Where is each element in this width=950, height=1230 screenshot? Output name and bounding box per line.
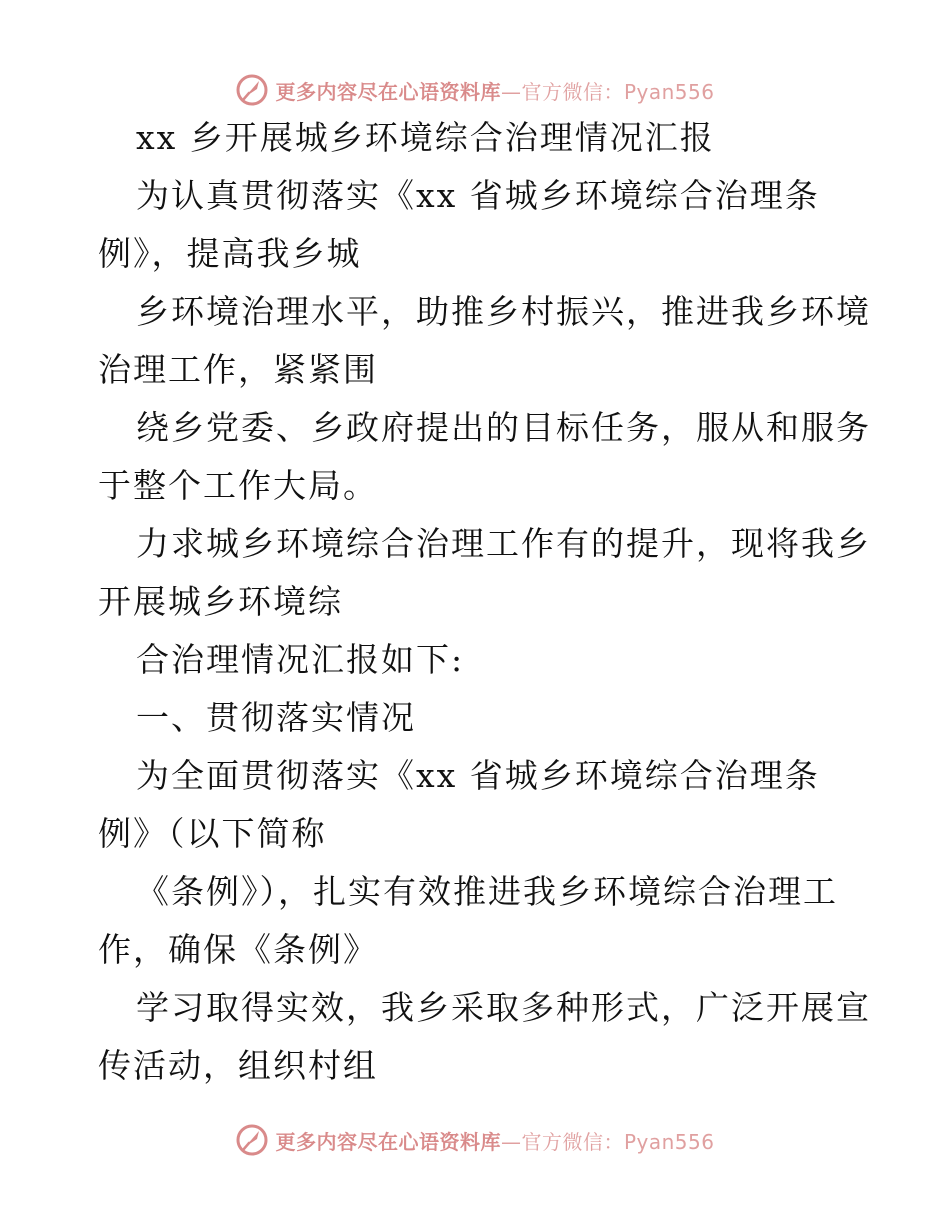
watermark-brand: 更多内容尽在心语资料库 <box>275 79 501 104</box>
text-line: 例》，提高我乡城 <box>98 234 362 273</box>
watermark-contact: 官方微信：Pyan556 <box>521 79 715 104</box>
section-heading: 一、贯彻落实情况 <box>136 698 416 737</box>
text-line: 合治理情况汇报如下: <box>136 640 465 679</box>
watermark-text <box>275 1126 714 1155</box>
watermark-footer <box>0 1120 950 1160</box>
watermark-header <box>0 70 950 110</box>
text-line: 开展城乡环境综 <box>98 582 343 621</box>
text-line: 传活动，组织村组 <box>98 1046 378 1085</box>
text-line: xx 乡开展城乡环境综合治理情况汇报 <box>136 118 715 157</box>
quill-logo-icon <box>235 73 269 107</box>
watermark-dash: — <box>500 79 522 104</box>
text-line: 作，确保《条例》 <box>98 930 378 969</box>
text-line: 于整个工作大局。 <box>98 466 378 505</box>
text-line: 乡环境治理水平，助推乡村振兴，推进我乡环境 <box>136 292 871 331</box>
watermark-dash: — <box>500 1129 522 1154</box>
text-line: 《条例》），扎实有效推进我乡环境综合治理工 <box>136 872 838 911</box>
text-line: 学习取得实效，我乡采取多种形式，广泛开展宣 <box>136 988 871 1027</box>
quill-logo-icon <box>235 1123 269 1157</box>
text-line: 治理工作，紧紧围 <box>98 350 378 389</box>
text-line: 例》（以下简称 <box>98 814 327 853</box>
text-line: 为认真贯彻落实《xx 省城乡环境综合治理条 <box>136 176 820 215</box>
text-line: 为全面贯彻落实《xx 省城乡环境综合治理条 <box>136 756 820 795</box>
watermark-text <box>275 76 714 105</box>
watermark-brand: 更多内容尽在心语资料库 <box>275 1129 501 1154</box>
text-line: 绕乡党委、乡政府提出的目标任务，服从和服务 <box>136 408 871 447</box>
watermark-contact: 官方微信：Pyan556 <box>521 1129 715 1154</box>
text-line: 力求城乡环境综合治理工作有的提升，现将我乡 <box>136 524 871 563</box>
